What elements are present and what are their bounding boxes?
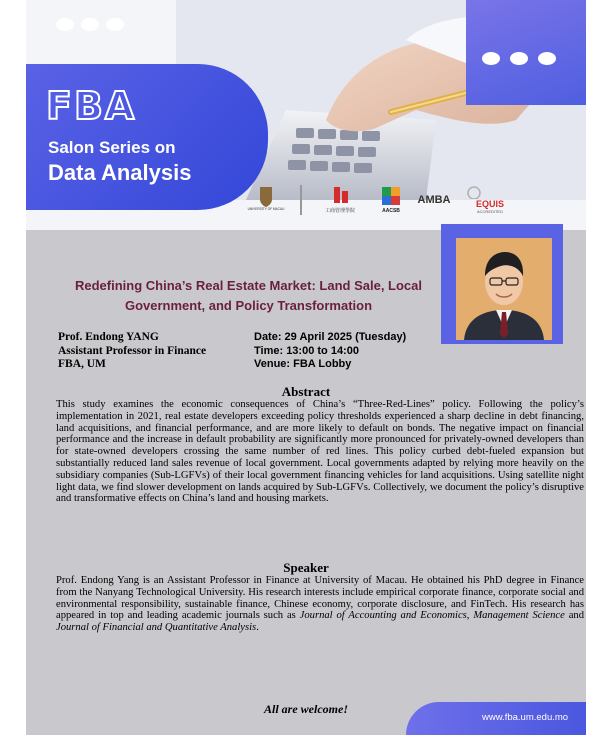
equis-star-icon <box>460 185 520 199</box>
amba-logo <box>414 185 454 217</box>
amba-logo-text: AMBA <box>417 194 451 206</box>
talk-title <box>56 276 441 316</box>
abstract-text: This study examines the economic consequences of China’s “Three-Red-Lines” policy. Following the policy’s implementation in 2021, real estate developers exceeding policy thresholds experienced a sharp decline in debt financing, land acquisitions, and financial performance, and are more likely to default on bonds. The negative impact on financial performance and the increase in default probability are significantly more pronounced for privately-owned developers than for state-owned developers crossing the same number of red lines. This policy curbed debt-fueled expansion but substantially reduced land sales revenue of local government. Local governments adapted by relying more heavily on the subsidiary companies (Sub-LGFVs) of their local government financing vehicles for land acquisitions. Using satellite night light data, we find slower development on lands acquired by Sub-LGFVs. Collectively, we document the policy’s disruptive and transformative effects on China’s land and housing markets. <box>56 399 584 505</box>
speaker-portrait-icon <box>456 238 552 340</box>
bio-journal-3: Journal of Financial and Quantitative Analysis <box>56 622 257 634</box>
um-logo-text: UNIVERSITY OF MACAU <box>247 207 285 211</box>
bio-text-before: Prof. Endong Yang is an Assistant Professor in Finance at University of Macau. He obtained his PhD degree in Finance from the Nanyang Technological University. His research interests include empirical corporate finance, corporate social and environmental responsibility, sustainable finance, Chinese economy, corporate disclosure, and FinTech. His research has appeared in top and leading academic journals such as <box>56 575 584 622</box>
talk-title-line2: Government, and Policy Transformation <box>124 298 373 313</box>
bio-sep-1: , <box>466 610 474 622</box>
decor-dot <box>482 52 500 65</box>
aacsb-logo-text: AACSB <box>382 208 400 214</box>
decor-dot <box>106 18 124 31</box>
event-info <box>254 331 406 372</box>
speaker-position: Assistant Professor in Finance <box>58 344 207 357</box>
event-date: Date: 29 April 2025 (Tuesday) <box>254 331 407 343</box>
speaker-bio-text <box>56 575 584 634</box>
event-venue: Venue: FBA Lobby <box>254 358 352 370</box>
header-accent-strip <box>466 0 586 105</box>
welcome-text: All are welcome! <box>264 702 348 716</box>
aacsb-logo <box>376 185 406 217</box>
fba-logo <box>300 185 302 215</box>
equis-logo <box>460 185 520 217</box>
um-crest-icon <box>244 185 288 217</box>
brand-logo: FBA <box>46 84 137 128</box>
fba-logo-text: 工商管理學院 <box>324 208 355 214</box>
decor-dot <box>81 18 99 31</box>
speaker-affiliation: FBA, UM <box>58 358 106 370</box>
speaker-photo <box>456 238 552 340</box>
speaker-name: Prof. Endong YANG <box>58 331 159 343</box>
event-time: Time: 13:00 to 14:00 <box>254 344 359 357</box>
website-link[interactable]: www.fba.um.edu.mo <box>482 712 569 723</box>
bio-journal-1: Journal of Accounting and Economics <box>299 610 467 622</box>
bio-text-after: . <box>256 622 259 634</box>
talk-title-line1: Redefining China’s Real Estate Market: Land Sale, Local <box>75 278 422 293</box>
series-title-line1: Salon Series on <box>48 138 176 157</box>
accreditation-logos <box>236 185 576 225</box>
speaker-info <box>58 331 206 372</box>
abstract-heading: Abstract <box>281 384 331 399</box>
equis-logo-subtext: ACCREDITED <box>476 209 503 214</box>
fba-faculty-logo <box>310 185 370 217</box>
series-title-line2: Data Analysis <box>48 160 192 185</box>
bio-journal-2: Management Science <box>473 610 565 622</box>
decor-dot <box>56 18 74 31</box>
decor-dot <box>510 52 528 65</box>
um-logo <box>244 185 288 217</box>
decor-dot <box>538 52 556 65</box>
equis-logo-text: EQUIS <box>475 199 504 209</box>
poster <box>26 0 586 735</box>
aacsb-mark-icon <box>376 185 406 207</box>
bio-sep-2: and <box>564 610 585 622</box>
fba-mark-icon <box>310 185 370 207</box>
speaker-heading: Speaker <box>283 560 329 575</box>
